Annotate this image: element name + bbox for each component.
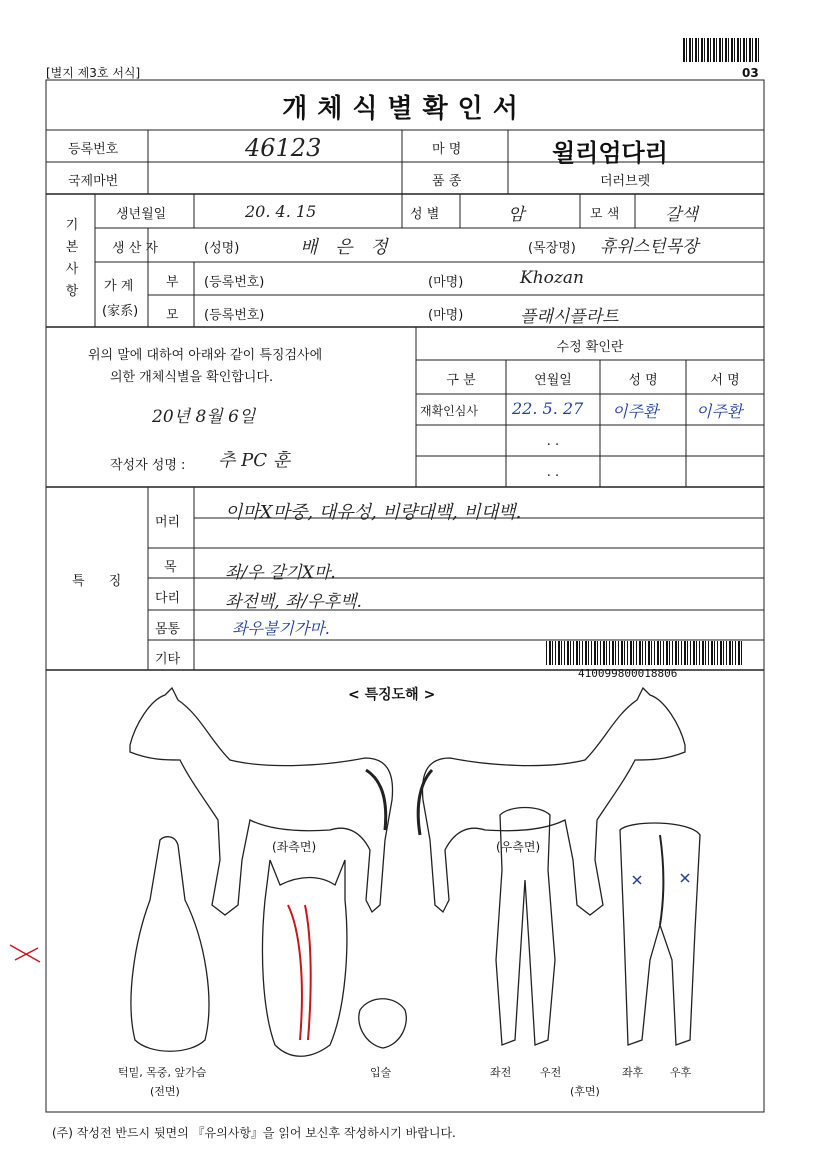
confirm-date: 20년 8월 6일 <box>152 407 256 427</box>
color-label: 모 색 <box>590 207 620 222</box>
front-sub: (전면) <box>150 1085 180 1098</box>
writer-label: 작성자 성명 : <box>110 458 186 473</box>
front-left-leg: 좌전 <box>490 1066 512 1079</box>
producer-label: 생 산 자 <box>112 241 158 256</box>
row1-date: 22. 5. 27 <box>512 399 584 418</box>
other-label: 기타 <box>155 652 181 667</box>
sex-label: 성 별 <box>410 207 440 222</box>
col-sign: 서 명 <box>710 373 740 388</box>
neck-label: 목 <box>164 560 177 575</box>
dam-reg-label: (등록번호) <box>204 308 265 323</box>
sire-name-value: Khozan <box>520 268 584 288</box>
intl-number-label: 국제마번 <box>68 174 119 189</box>
color-value: 갈색 <box>665 205 698 225</box>
dam-label: 모 <box>166 308 179 323</box>
footer-note: (주) 작성전 반드시 뒷면의 『유의사항』을 읽어 보신후 작성하시기 바랍니다. <box>52 1126 456 1140</box>
statement-line1: 위의 말에 대하여 아래와 같이 특징검사에 <box>88 348 323 363</box>
producer-name-label: (성명) <box>204 241 240 256</box>
row1-name: 이주환 <box>612 402 659 421</box>
rear-sub: (후면) <box>570 1085 600 1098</box>
head-label: 머리 <box>155 515 181 530</box>
page-number: 03 <box>742 66 759 80</box>
farm-label: (목장명) <box>528 241 576 256</box>
sex-value: 암 <box>508 205 525 225</box>
front-caption: 턱밑, 목중, 앞가슴 <box>118 1066 207 1079</box>
right-side-caption: (우측면) <box>496 840 541 854</box>
birth-label: 생년월일 <box>116 207 167 222</box>
sire-name-label: (마명) <box>428 275 464 290</box>
breed-value: 더러브렛 <box>600 174 651 189</box>
producer-name-value: 배 은 정 <box>300 237 394 258</box>
dam-name-label: (마명) <box>428 308 464 323</box>
legs-label: 다리 <box>155 591 181 606</box>
reg-value: 46123 <box>245 134 322 162</box>
basic-section-label: 기 본 사 항 <box>65 218 79 299</box>
diagram-title: < 특징도해 > <box>348 687 436 703</box>
barcode-number: 410099800018806 <box>578 667 678 680</box>
col-category: 구 분 <box>446 373 476 388</box>
front-right-leg: 우전 <box>540 1066 562 1079</box>
col-date: 연월일 <box>534 373 572 388</box>
muzzle-caption: 입술 <box>370 1066 392 1079</box>
horse-name-label: 마 명 <box>432 142 462 157</box>
row3-date: . . <box>546 465 560 480</box>
statement-line2: 의한 개체식별을 확인합니다. <box>110 370 274 385</box>
hind-right-leg: 우후 <box>670 1066 692 1079</box>
page-title: 개체식별확인서 <box>282 94 528 124</box>
sire-reg-label: (등록번호) <box>204 275 265 290</box>
hind-left-leg: 좌후 <box>622 1066 644 1079</box>
breed-label: 품 종 <box>432 174 462 189</box>
writer-value: 추 PC 훈 <box>218 450 291 471</box>
row1-sign: 이주환 <box>696 402 743 421</box>
dam-name-value: 플래시플라트 <box>520 307 619 327</box>
features-section-label: 특 징 <box>72 574 132 589</box>
lineage-label: 가 계 <box>104 279 134 294</box>
form-label: [별지 제3호 서식] <box>46 66 141 80</box>
legs-value: 좌전백, 좌/우후백. <box>225 592 362 612</box>
revision-title: 수정 확인란 <box>556 340 624 355</box>
body-value: 좌우불기가마. <box>232 619 330 638</box>
reg-label: 등록번호 <box>68 142 119 157</box>
birth-value: 20. 4. 15 <box>245 202 317 221</box>
col-name: 성 명 <box>628 373 658 388</box>
farm-value: 휴위스턴목장 <box>600 237 699 257</box>
lineage-sub: (家系) <box>102 304 139 319</box>
horse-name-value: 윌리엄다리 <box>552 139 668 167</box>
row2-date: . . <box>546 434 560 449</box>
neck-value: 좌/우 갈기X마. <box>225 563 336 583</box>
body-label: 몸통 <box>155 622 181 637</box>
sire-label: 부 <box>166 275 179 290</box>
head-value: 이마X마중, 대유성, 비량대백, 비대백. <box>225 502 522 523</box>
row1-category: 재확인심사 <box>420 404 478 418</box>
left-side-caption: (좌측면) <box>272 840 317 854</box>
